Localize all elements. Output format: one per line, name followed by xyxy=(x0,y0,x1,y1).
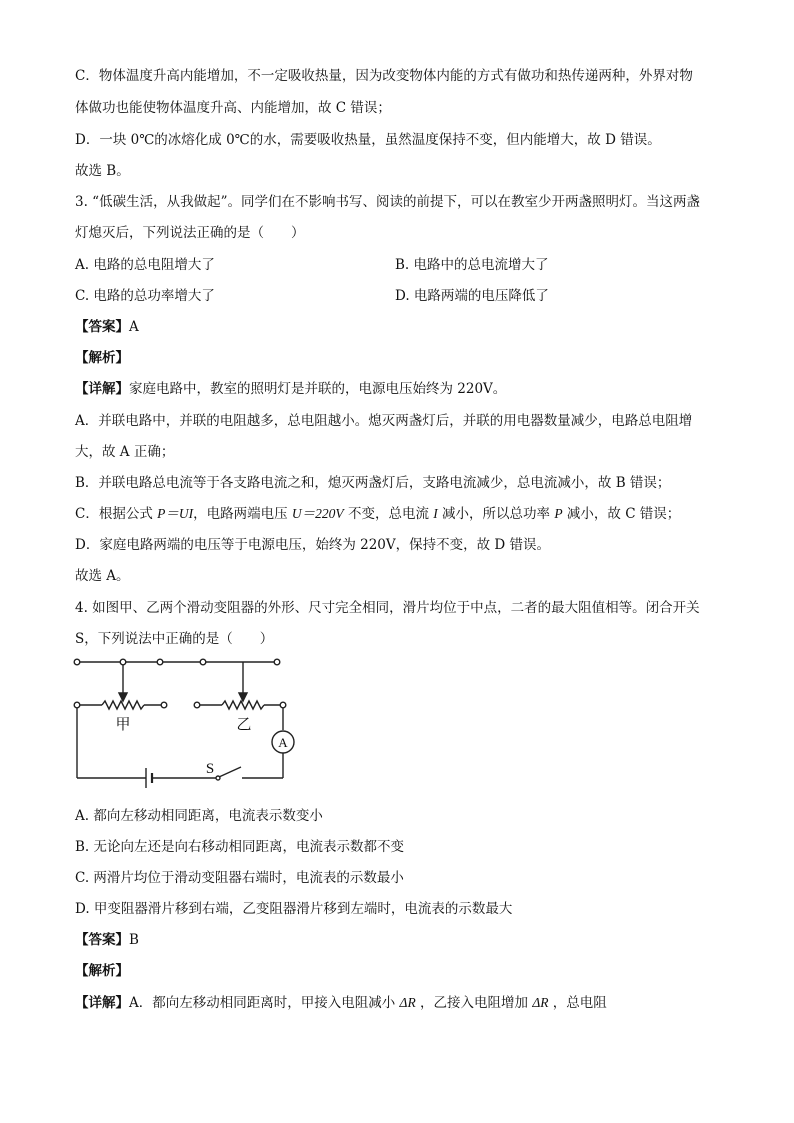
answer-label: 【答案】 xyxy=(75,319,129,335)
detail-pre: A．都向左移动相同距离时，甲接入电阻减小 xyxy=(129,995,400,1011)
choose-b-line: 故选 B。 xyxy=(75,163,130,179)
question-3-option-b: B. 电路中的总电流增大了 xyxy=(395,257,549,273)
question-3-explain-c xyxy=(75,505,680,523)
question-4-option-b: B. 无论向左还是向右移动相同距离，电流表示数都不变 xyxy=(75,839,405,855)
question-3-stem-line-2: 灯熄灭后，下列说法正确的是（ ） xyxy=(75,225,305,241)
label-yi: 乙 xyxy=(236,715,252,733)
circuit-diagram xyxy=(70,652,300,792)
formula-u-220v: U＝220V xyxy=(291,506,344,521)
terminal xyxy=(157,659,163,665)
answer-label: 【答案】 xyxy=(75,932,129,948)
question-4-option-a: A. 都向左移动相同距离，电流表示数变小 xyxy=(75,808,323,824)
question-3-detail xyxy=(75,380,506,398)
question-4-analysis-label: 【解析】 xyxy=(75,963,129,979)
question-4-stem-line-1: 4. 如图甲、乙两个滑动变阻器的外形、尺寸完全相同，滑片均位于中点，二者的最大阻值相等。闭合开关 xyxy=(75,600,700,616)
question-4-stem-line-2: S，下列说法中正确的是（ ） xyxy=(75,631,274,647)
detail-label: 【详解】 xyxy=(75,995,129,1011)
terminal xyxy=(74,702,80,708)
ammeter-label: A xyxy=(278,735,288,750)
terminal xyxy=(120,659,126,665)
delta-r: ΔR xyxy=(532,995,549,1010)
question-3-option-a: A. 电路的总电阻增大了 xyxy=(75,257,215,273)
explain-c-mid1: ，电路两端电压 xyxy=(193,506,292,522)
terminal xyxy=(161,702,167,708)
detail-label: 【详解】 xyxy=(75,381,129,397)
explanation-d-line: D．一块 0℃的冰熔化成 0℃的水，需要吸收热量，虽然温度保持不变，但内能增大，故 D 错误。 xyxy=(75,132,661,148)
explanation-c-line-2: 体做功也能使物体温度升高、内能增加，故 C 错误； xyxy=(75,100,391,116)
answer-value: B xyxy=(129,932,139,948)
terminal xyxy=(74,659,80,665)
terminal xyxy=(280,702,286,708)
terminal xyxy=(200,659,206,665)
explain-c-mid3: 减小，所以总功率 xyxy=(437,506,555,522)
question-3-choose: 故选 A。 xyxy=(75,568,130,584)
slider-yi-arrowhead xyxy=(239,693,247,701)
formula-p-ui: P＝UI xyxy=(157,506,194,521)
switch-label: S xyxy=(205,761,215,777)
explanation-c-line-1: C．物体温度升高内能增加，不一定吸收热量，因为改变物体内能的方式有做功和热传递两种，外界对物 xyxy=(75,68,693,84)
question-3-explain-a-line-1: A．并联电路中，并联的电阻越多，总电阻越小。熄灭两盏灯后，并联的用电器数量减少，电路总电阻增 xyxy=(75,413,693,429)
slider-jia-arrowhead xyxy=(119,693,127,701)
question-3-explain-a-line-2: 大，故 A 正确； xyxy=(75,444,175,460)
question-4-detail xyxy=(75,994,607,1012)
question-3-option-c: C. 电路的总功率增大了 xyxy=(75,288,215,304)
explain-c-post: 减小，故 C 错误； xyxy=(562,506,681,522)
question-3-analysis-label: 【解析】 xyxy=(75,350,129,366)
switch-blade xyxy=(219,767,241,777)
terminal xyxy=(194,702,200,708)
variable-i: I xyxy=(433,506,438,521)
detail-post: ，总电阻 xyxy=(548,995,607,1011)
terminal xyxy=(274,659,280,665)
question-3-explain-b: B．并联电路总电流等于各支路电流之和，熄灭两盏灯后，支路电流减少，总电流减小，故 B 错误； xyxy=(75,475,671,491)
question-4-answer xyxy=(75,931,139,949)
label-jia: 甲 xyxy=(115,715,131,733)
explain-c-pre: C．根据公式 xyxy=(75,506,158,522)
variable-p: P xyxy=(554,506,563,521)
explain-c-mid2: 不变，总电流 xyxy=(343,506,434,522)
question-4-option-c: C. 两滑片均位于滑动变阻器右端时，电流表的示数最小 xyxy=(75,870,404,886)
delta-r: ΔR xyxy=(399,995,416,1010)
question-4-option-d: D. 甲变阻器滑片移到右端，乙变阻器滑片移到左端时，电流表的示数最大 xyxy=(75,901,513,917)
question-3-answer xyxy=(75,318,139,336)
answer-value: A xyxy=(129,319,139,335)
question-3-explain-d: D．家庭电路两端的电压等于电源电压，始终为 220V，保持不变，故 D 错误。 xyxy=(75,537,551,553)
detail-mid: ，乙接入电阻增加 xyxy=(415,995,533,1011)
detail-text: 家庭电路中，教室的照明灯是并联的，电源电压始终为 220V。 xyxy=(129,381,507,397)
question-3-option-d: D. 电路两端的电压降低了 xyxy=(395,288,549,304)
question-3-stem-line-1: 3. “低碳生活，从我做起”。同学们在不影响书写、阅读的前提下，可以在教室少开两盏照明灯。当这两盏 xyxy=(75,194,700,210)
